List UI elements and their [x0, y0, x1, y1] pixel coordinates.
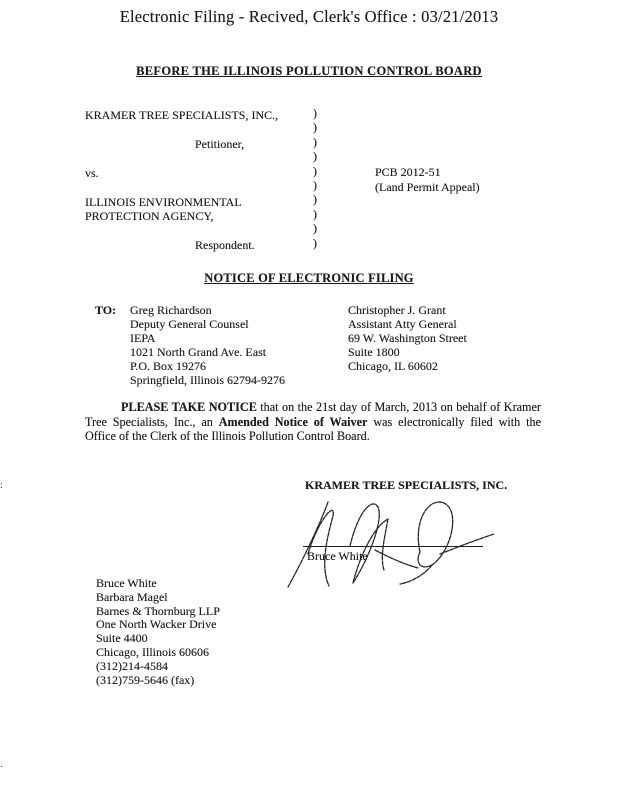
- attorney-line: (312)759-5646 (fax): [96, 672, 195, 687]
- caption-paren: ): [313, 178, 317, 193]
- recipient-line: Springfield, Illinois 62794-9276: [130, 373, 285, 387]
- case-type: (Land Permit Appeal): [375, 179, 480, 194]
- versus-label: vs.: [85, 166, 99, 180]
- signer-typed-name: Bruce White: [307, 549, 368, 563]
- caption-paren: ): [313, 221, 317, 236]
- recipient-address-right: [348, 303, 467, 373]
- recipient-address-left: [130, 303, 285, 387]
- caption-paren: ): [313, 192, 317, 207]
- respondent-name-line1: ILLINOIS ENVIRONMENTAL: [85, 195, 242, 209]
- attorney-line: Chicago, Illinois 60606: [96, 644, 209, 659]
- caption-paren: ): [313, 163, 317, 178]
- attorney-line: Barbara Magel: [96, 589, 168, 604]
- caption-paren: ): [313, 149, 317, 164]
- caption-paren: ): [313, 134, 317, 149]
- to-label: TO:: [95, 303, 117, 317]
- caption-paren: ): [313, 106, 317, 120]
- scan-artifact-mark: :: [0, 480, 3, 491]
- notice-heading: NOTICE OF ELECTRONIC FILING: [204, 271, 414, 285]
- attorney-address-block: [96, 577, 220, 687]
- caption-paren: ): [313, 235, 317, 250]
- recipient-line: 1021 North Grand Ave. East: [130, 345, 267, 359]
- handwritten-signature: [280, 490, 505, 590]
- recipient-line: P.O. Box 19276: [130, 359, 207, 373]
- caption-paren: ): [313, 206, 317, 221]
- recipient-line: Chicago, IL 60602: [348, 359, 438, 373]
- attorney-line: One North Wacker Drive: [96, 617, 217, 632]
- attorney-line: Bruce White: [96, 576, 157, 590]
- recipient-line: Suite 1800: [348, 345, 400, 359]
- recipient-line: Christopher J. Grant: [348, 303, 446, 317]
- caption-paren-column: [313, 106, 317, 250]
- attorney-line: Suite 4400: [96, 631, 148, 646]
- respondent-role: Respondent.: [195, 238, 255, 252]
- notice-body-bold-lead: PLEASE TAKE NOTICE: [121, 400, 257, 414]
- notice-body-text-1: that on the 21st day of March, 2013 on behalf of Kramer Tree Specialists, Inc., an: [85, 400, 541, 429]
- notice-body-text-2: was electronically filed with the Office of the Clerk of the Illinois Pollution Control Board.: [85, 414, 541, 444]
- signature-company-name: KRAMER TREE SPECIALISTS, INC.: [305, 478, 508, 492]
- recipient-line: Deputy General Counsel: [130, 317, 249, 331]
- court-title: BEFORE THE ILLINOIS POLLUTION CONTROL BOARD: [136, 64, 482, 78]
- notice-body-bold-filing: Amended Notice of Waiver: [218, 414, 368, 429]
- case-number-block: [375, 165, 480, 194]
- efiling-stamp-banner: Electronic Filing - Recived, Clerk's Office : 03/21/2013: [119, 7, 499, 26]
- petitioner-name: KRAMER TREE SPECIALISTS, INC.,: [85, 108, 279, 122]
- scan-artifact-mark: .: [0, 759, 3, 770]
- notice-body-paragraph: [85, 400, 541, 444]
- petitioner-role: Petitioner,: [195, 137, 245, 151]
- recipient-line: Assistant Atty General: [348, 317, 457, 331]
- respondent-name-line2: PROTECTION AGENCY,: [85, 209, 214, 223]
- recipient-line: 69 W. Washington Street: [348, 331, 467, 345]
- caption-paren: ): [313, 120, 317, 135]
- recipient-line: Greg Richardson: [130, 303, 212, 317]
- recipient-line: IEPA: [130, 331, 156, 345]
- signature-line: [303, 546, 483, 547]
- attorney-line: Barnes & Thornburg LLP: [96, 603, 220, 618]
- case-number: PCB 2012-51: [375, 165, 441, 179]
- attorney-line: (312)214-4584: [96, 658, 168, 673]
